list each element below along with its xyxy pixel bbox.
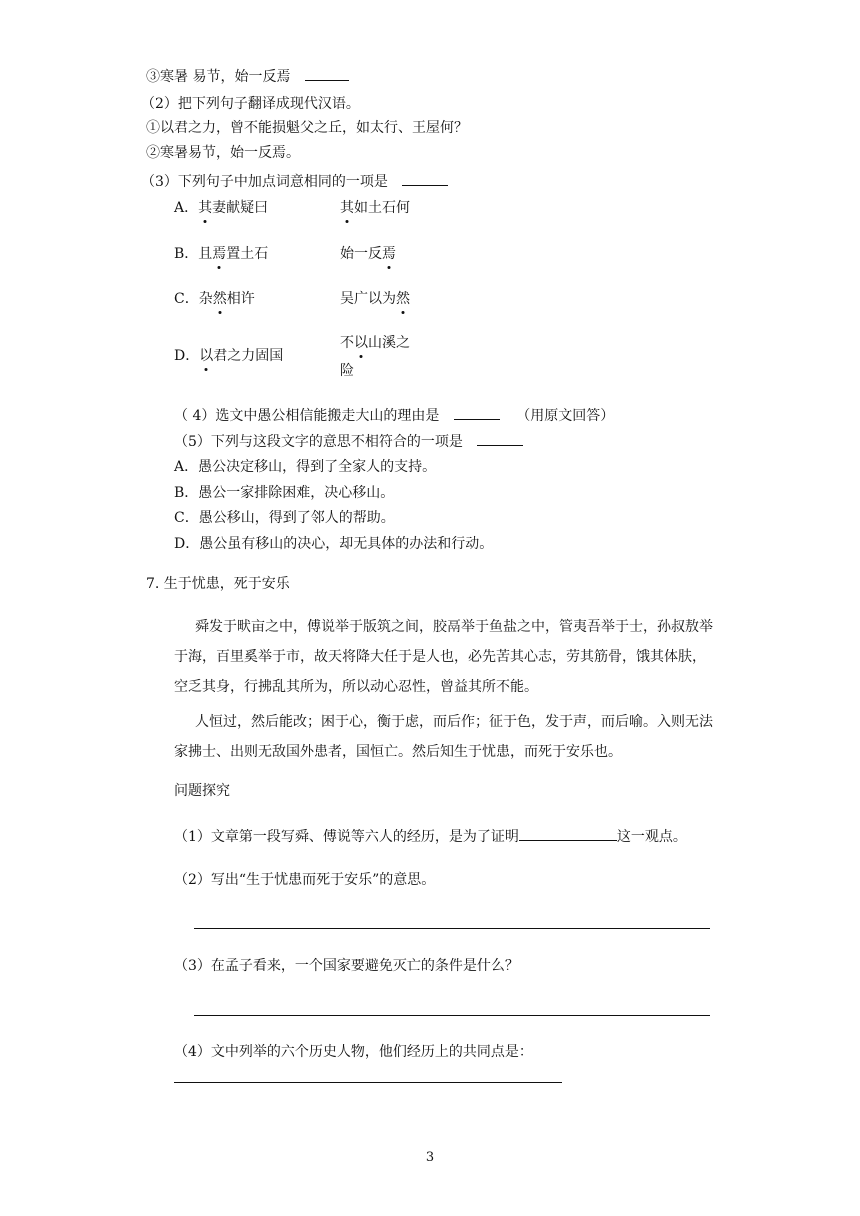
option-label: A． (174, 200, 199, 216)
option-label: D． (174, 348, 200, 364)
dotted-char: 焉 (382, 246, 396, 262)
q7-paragraph-1: 舜发于畎亩之中，傅说举于版筑之间，胶鬲举于鱼盐之中，管夷吾举于士，孙叔敖举于海，百里奚举于市，故天将降大任于是人也，必先苦其心志，劳其筋骨，饿其体肤，空乏其身，行拂乱其所为，所以动心忍性，曾益其所不能。 (174, 619, 713, 695)
q6-sub5-option-b[interactable]: B．愚公一家排除困难，决心移山。 (174, 485, 395, 501)
option-d-right: 不以山溪之 (340, 335, 410, 351)
answer-blank[interactable] (454, 405, 500, 420)
q7-paragraph-2: 人恒过，然后能改；困于心，衡于虑，而后作；征于色，发于声，而后喻。入则无法家拂士、出则无敌国外患者，国恒亡。然后知生于忧患，而死于安乐也。 (174, 714, 713, 760)
dotted-char: 以 (199, 348, 214, 364)
answer-line[interactable] (174, 1082, 562, 1083)
dotted-char: 焉 (212, 246, 227, 262)
q7-question-1: （1）文章第一段写舜、傅说等六人的经历，是为了证明 这一观点。 (174, 826, 687, 847)
q6-item3-text: ③寒暑 易节，始一反焉 (146, 69, 291, 85)
dotted-char: 然 (396, 291, 410, 307)
q7-question-4: （4）文中列举的六个历史人物，他们经历上的共同点是： (174, 1044, 533, 1060)
dotted-char: 然 (212, 291, 227, 307)
q6-sub3-text: （3）下列句子中加点词意相同的一项是 (141, 174, 388, 190)
q6-item3 (146, 66, 349, 87)
option-label: C． (174, 291, 199, 307)
q6-sub2-sentence-1: ①以君之力，曾不能损魁父之丘，如太行、王屋何？ (146, 120, 468, 136)
q6-sub5-option-c[interactable]: C．愚公移山，得到了邻人的帮助。 (174, 510, 395, 526)
q6-sub5-option-d[interactable]: D．愚公虽有移山的决心，却无具体的办法和行动。 (174, 536, 494, 552)
q7-title: 7. 生于忧患，死于安乐 (146, 576, 290, 592)
q6-sub5-option-a[interactable]: A．愚公决定移山，得到了全家人的支持。 (174, 459, 437, 475)
answer-blank[interactable] (477, 431, 523, 446)
answer-blank[interactable] (519, 826, 617, 841)
option-d[interactable]: D．以君之力固国 (174, 348, 284, 364)
answer-blank[interactable] (305, 66, 349, 81)
q6-sub2-title: （2）把下列句子翻译成现代汉语。 (141, 96, 360, 112)
option-c[interactable]: C．杂然相许 (174, 291, 255, 307)
dotted-char: 其 (340, 200, 354, 216)
answer-blank[interactable] (402, 171, 448, 186)
option-b-right: 始一反焉 (340, 246, 396, 262)
q7-question-3: （3）在孟子看来，一个国家要避免灭亡的条件是什么？ (174, 958, 519, 974)
dotted-char: 其 (198, 200, 213, 216)
option-a-right: 其如土石何 (340, 200, 410, 216)
q6-sub3-title (141, 171, 448, 192)
dotted-char: 以 (354, 335, 368, 351)
option-c-right: 吴广以为然 (340, 291, 410, 307)
option-label: B． (174, 246, 199, 262)
page-number: 3 (425, 1150, 435, 1165)
answer-line[interactable] (194, 928, 710, 929)
option-a[interactable]: A．其妻献疑曰 (174, 200, 269, 216)
q6-sub4: （ 4）选文中愚公相信能搬走大山的理由是 （用原文回答） (174, 405, 614, 426)
option-b[interactable]: B．且焉置土石 (174, 246, 269, 262)
option-d-right-line2: 险 (340, 363, 354, 379)
q6-sub2-sentence-2: ②寒暑易节，始一反焉。 (146, 145, 300, 161)
section-title: 问题探究 (174, 783, 230, 799)
q7-question-2: （2）写出“生于忧患而死于安乐”的意思。 (174, 872, 436, 888)
q6-sub5-title: （5）下列与这段文字的意思不相符合的一项是 (174, 431, 523, 452)
answer-line[interactable] (194, 1015, 710, 1016)
